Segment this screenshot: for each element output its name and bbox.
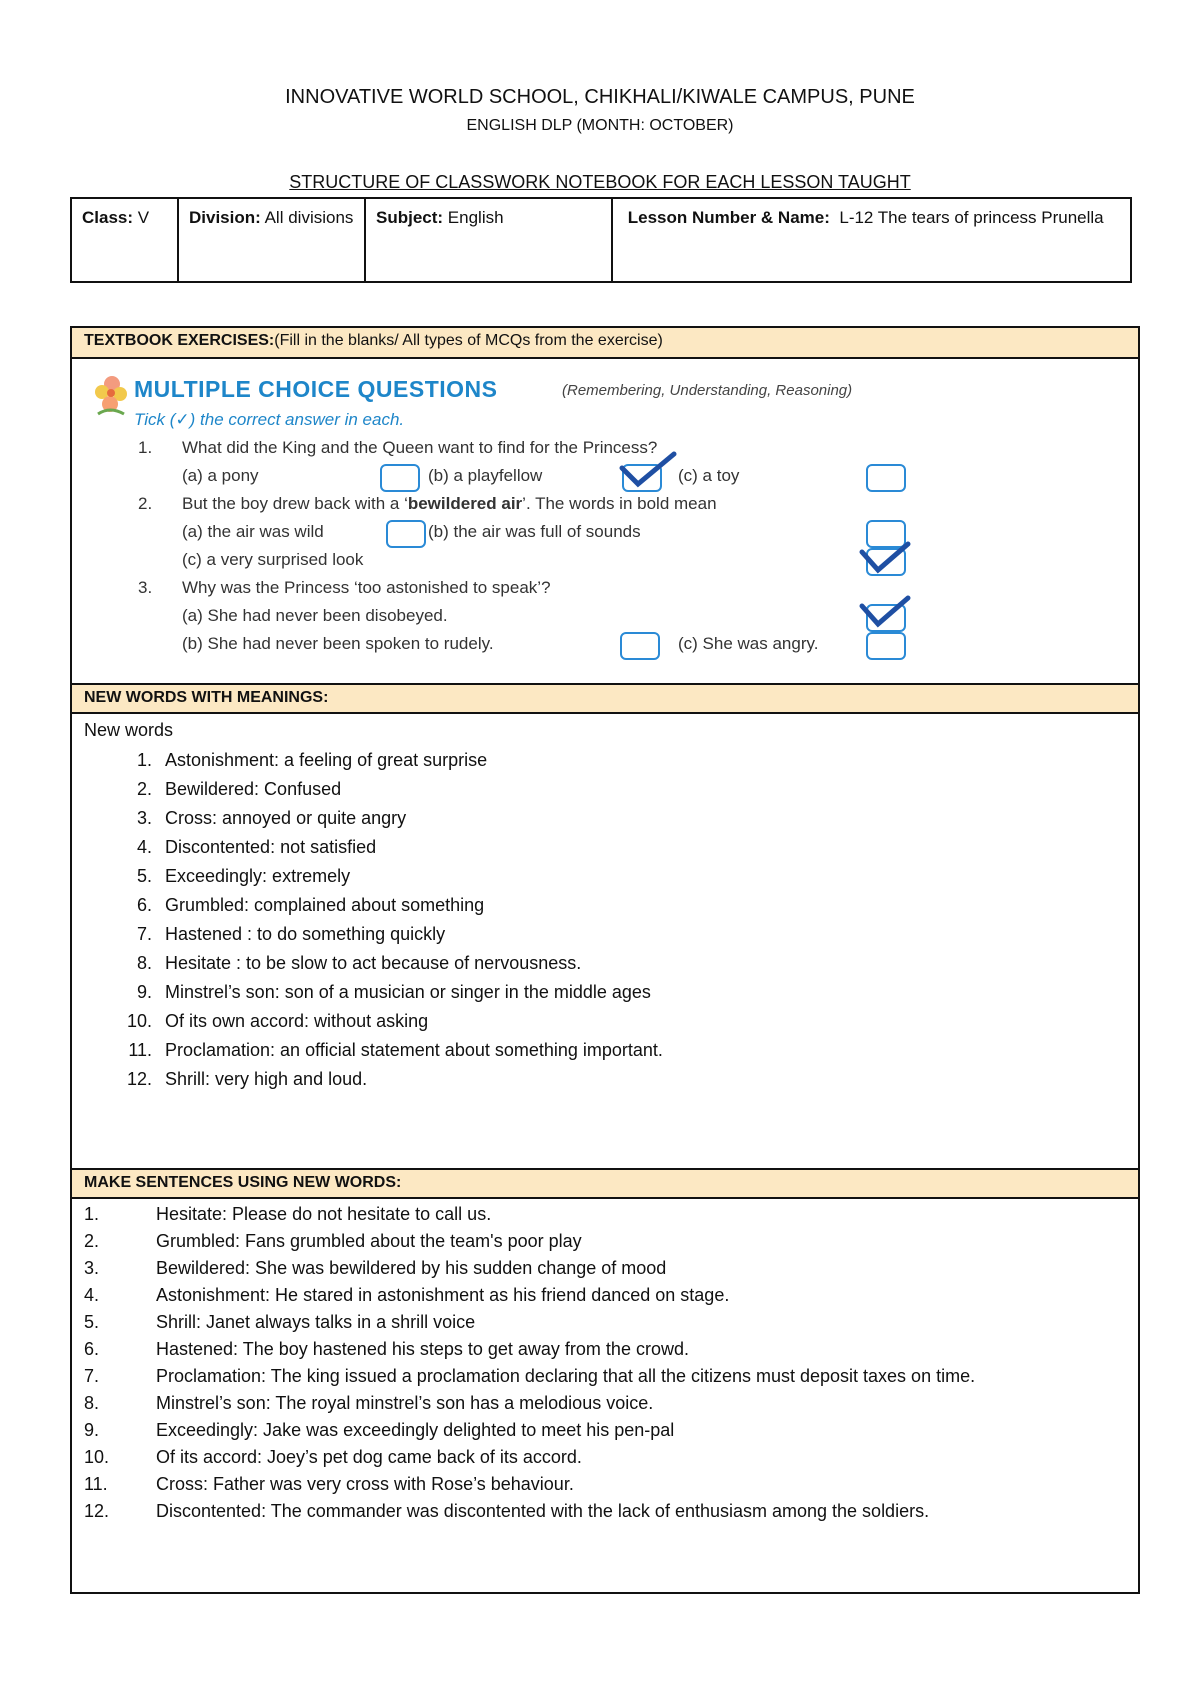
structure-title: STRUCTURE OF CLASSWORK NOTEBOOK FOR EACH LESSON TAUGHT — [289, 172, 911, 192]
q3b-checkbox[interactable] — [620, 632, 660, 660]
list-item: 9. Minstrel’s son: son of a musician or singer in the middle ages — [157, 978, 663, 1007]
q1-option-a: (a) a pony — [182, 466, 259, 485]
list-item: 7. Hastened : to do something quickly — [157, 920, 663, 949]
list-item: 8. Hesitate : to be slow to act because of nervousness. — [157, 949, 663, 978]
q2-option-a: (a) the air was wild — [182, 522, 324, 541]
lesson-cell: Lesson Number & Name: L-12 The tears of princess Prunella — [612, 198, 1131, 282]
q1-option-c: (c) a toy — [678, 466, 740, 485]
q3-option-b: (b) She had never been spoken to rudely. — [182, 634, 494, 653]
tick-mark-icon — [858, 538, 914, 578]
division-cell: Division: All divisions — [178, 198, 365, 282]
q1-option-b: (b) a playfellow — [428, 466, 543, 485]
list-item: 11. Proclamation: an official statement about something important. — [157, 1036, 663, 1065]
q1c-checkbox[interactable] — [866, 464, 906, 492]
q3c-checkbox[interactable] — [866, 632, 906, 660]
textbook-exercises-heading: TEXTBOOK EXERCISES:(Fill in the blanks/ All types of MCQs from the exercise) — [72, 328, 1138, 359]
list-item: 10. Of its own accord: without asking — [157, 1007, 663, 1036]
list-item: 4. Discontented: not satisfied — [157, 833, 663, 862]
question-2: But the boy drew back with a ‘bewildered air’. The words in bold mean — [182, 494, 717, 513]
new-words-list — [72, 746, 663, 1094]
document-subtitle: ENGLISH DLP (MONTH: OCTOBER) — [466, 117, 734, 134]
tick-mark-icon — [618, 450, 678, 490]
flower-icon — [90, 370, 138, 420]
tick-mark-icon — [858, 592, 914, 632]
list-item: 1. Astonishment: a feeling of great surprise — [157, 746, 663, 775]
list-item: 6. Grumbled: complained about something — [157, 891, 663, 920]
subject-cell: Subject: English — [365, 198, 612, 282]
new-words-lead: New words — [84, 720, 174, 740]
list-item: 12. Shrill: very high and loud. — [157, 1065, 663, 1094]
make-sentences-heading: MAKE SENTENCES USING NEW WORDS: — [72, 1168, 1138, 1199]
classwork-frame: TEXTBOOK EXERCISES:(Fill in the blanks/ All types of MCQs from the exercise) MULTIPLE CHOICE QUESTIONS (Remembering, Understanding, Reasoning) Tick (✓) the correct answer in each. 1. What did the King and the Queen want to find for the Princess? (a) a pony (b) a playfellow (c) a toy 2. But the boy drew back with a ‘bewildered air’. The words in bold mean (a) the air was wild (b) the air was full of sounds (c) a very surprised look 3. Why was the Princess ‘too astonished to speak’? (a) She had never been disobeyed. (b) She had never been spoken to rudely. (c) She was angry. NEW WORDS WITH MEANINGS: New words 1. Astonishment: a feeling of great surprise 2. Bewildered: Confused 3. Cross: annoyed or quite angry 4. Discontented: not satisfied 5. Exceedingly: extremely 6. Grumbled: complained about something 7. Hastened : to do something quickly 8. Hesitate : to be slow to act because of nervousness. 9. Minstrel’s son: son of a musician or singer in the middle ages 10. Of its own accord: without asking 11. Proclamation: an official statement about something important. 12. Shrill: very high and loud. MAKE SENTENCES USING NEW WORDS: 1. Hesitate: Please do not hesitate to call us. 2. Grumbled: Fans grumbled about the team's poor play 3. Bewildered: She was bewildered by his sudden change of mood 4. Astonishment: He stared in astonishment as his friend danced on stage. 5. Shrill: Janet always talks in a shrill voice 6. Hastened: The boy hastened his steps to get away from the crowd. 7. Proclamation: The king issued a proclamation declaring that all the citizens must deposit taxes on time. 8. Minstrel’s son: The royal minstrel’s son has a melodious voice. 9. Exceedingly: Jake was exceedingly delighted to meet his pen-pal 10. Of its accord: Joey’s pet dog came back of its accord. 11. Cross: Father was very cross with Rose’s behaviour. 12. Discontented: The commander was discontented with the lack of enthusiasm among the soldiers. — [70, 326, 1140, 1594]
mcq-instruction: Tick (✓) the correct answer in each. — [134, 410, 405, 429]
lesson-info-table — [70, 197, 1132, 283]
question-3: Why was the Princess ‘too astonished to speak’? — [182, 578, 551, 597]
q2-option-b: (b) the air was full of sounds — [428, 522, 641, 541]
q2-option-c: (c) a very surprised look — [182, 550, 364, 569]
class-cell: Class: V — [71, 198, 178, 282]
new-words-heading: NEW WORDS WITH MEANINGS: — [72, 683, 1138, 714]
q2a-checkbox[interactable] — [386, 520, 426, 548]
q3-option-c: (c) She was angry. — [678, 634, 819, 653]
list-item: 2. Bewildered: Confused — [157, 775, 663, 804]
question-1: What did the King and the Queen want to find for the Princess? — [182, 438, 658, 457]
list-item: 3. Cross: annoyed or quite angry — [157, 804, 663, 833]
q1a-checkbox[interactable] — [380, 464, 420, 492]
mcq-title: MULTIPLE CHOICE QUESTIONS — [134, 376, 498, 402]
list-item: 5. Exceedingly: extremely — [157, 862, 663, 891]
q3-option-a: (a) She had never been disobeyed. — [182, 606, 448, 625]
school-title: INNOVATIVE WORLD SCHOOL, CHIKHALI/KIWALE CAMPUS, PUNE — [285, 86, 915, 108]
mcq-levels: (Remembering, Understanding, Reasoning) — [562, 382, 853, 399]
mcq-exercise-image: MULTIPLE CHOICE QUESTIONS (Remembering, Understanding, Reasoning) Tick (✓) the correct answer in each. 1. What did the King and the Queen want to find for the Princess? (a) a pony (b) a playfellow (c) a toy 2. But the boy drew back with a ‘bewildered air’. The words in bold mean (a) the air was wild (b) the air was full of sounds (c) a very surprised look 3. Why was the Princess ‘too astonished to speak’? (a) She had never been disobeyed. (b) She had never been spoken to rudely. (c) She was angry. — [90, 370, 950, 670]
